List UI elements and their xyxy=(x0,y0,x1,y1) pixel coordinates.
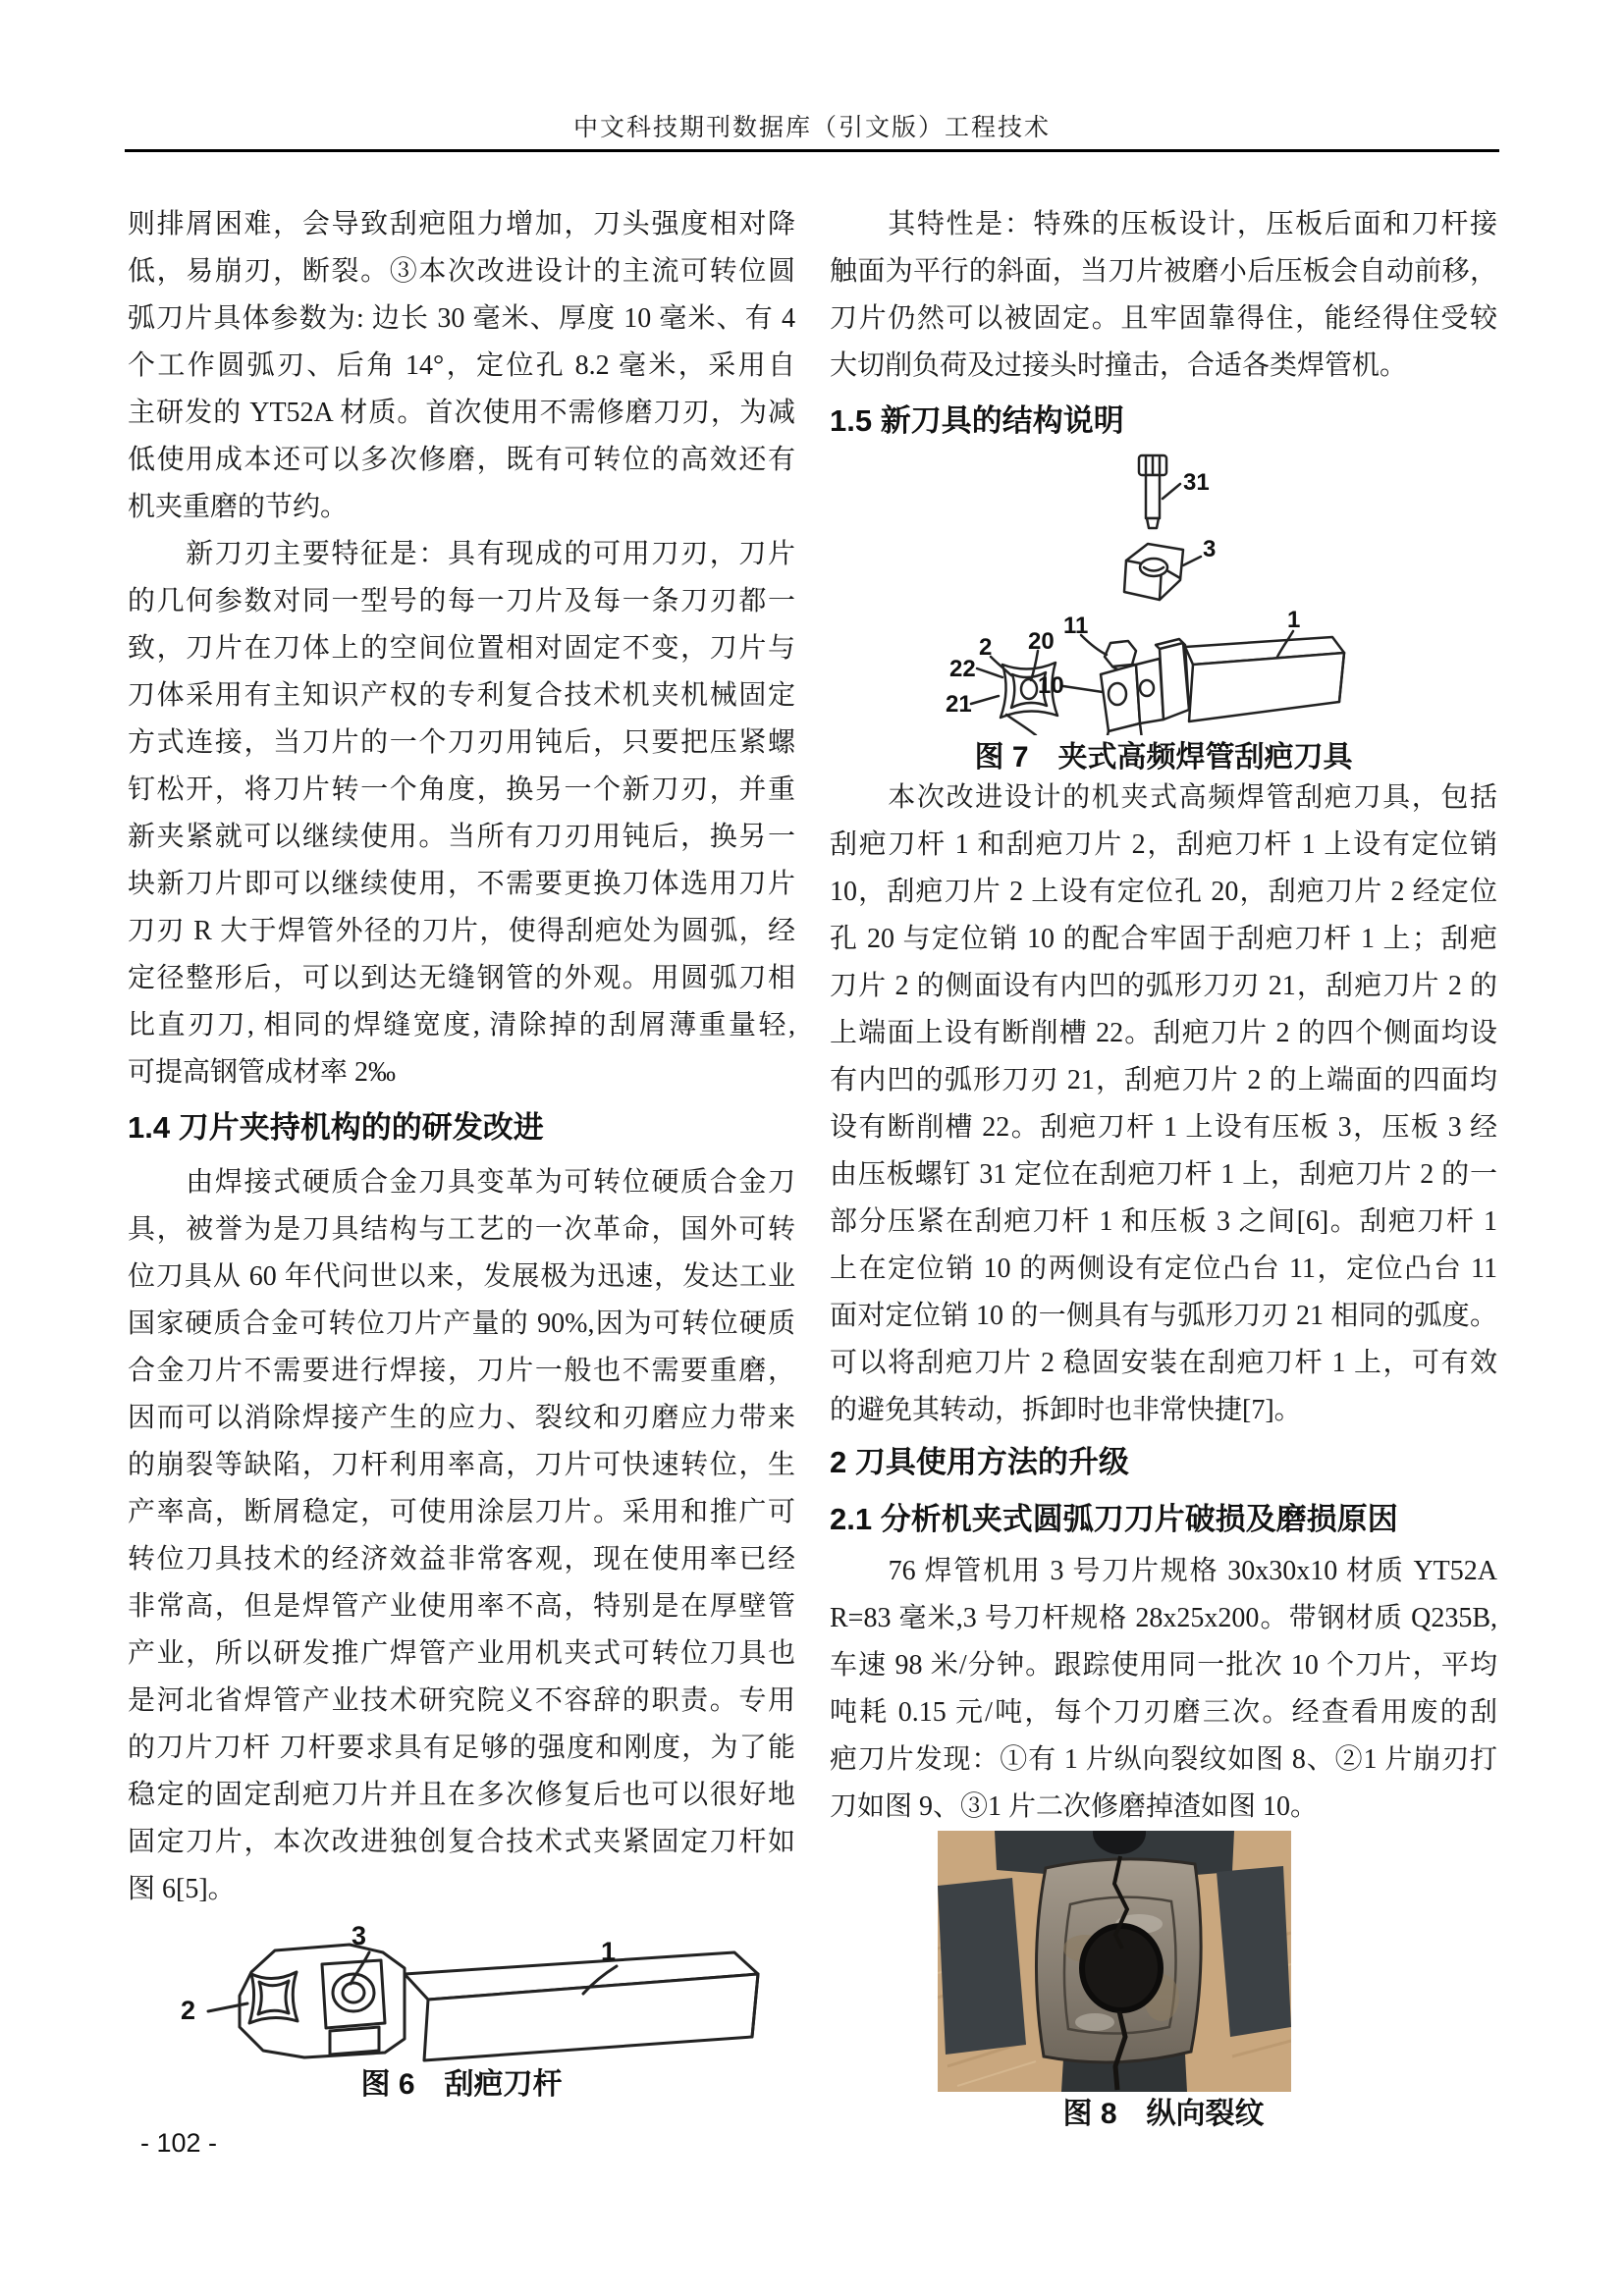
text-line: 钉松开，将刀片转一个角度，换另一个新刀刃，并重 xyxy=(128,774,795,805)
text-line: 转位刀具技术的经济效益非常客观，现在使用率已经 xyxy=(128,1544,795,1575)
text-line: 比直刃刀, 相同的焊缝宽度, 清除掉的刮屑薄重量轻, xyxy=(128,1010,795,1041)
text-line: 面对定位销 10 的一侧具有与弧形刀刃 21 相同的弧度。 xyxy=(830,1301,1497,1331)
text-line: 刀如图 9、③1 片二次修磨掉渣如图 10。 xyxy=(830,1791,1319,1822)
paragraph xyxy=(830,1548,1497,1831)
text-line: 的刀片刀杆 刀杆要求具有足够的强度和刚度，为了能 xyxy=(128,1733,795,1763)
text-line: 国家硬质合金可转位刀片产量的 90%,因为可转位硬质 xyxy=(128,1308,795,1339)
text-line: 刀片 2 的侧面设有内凹的弧形刀刃 21，刮疤刀片 2 的 xyxy=(830,971,1497,1001)
fig8-photo xyxy=(938,1831,1291,2092)
text-line: 的几何参数对同一型号的每一刀片及每一条刀刃都一 xyxy=(128,586,795,616)
text-line: 的崩裂等缺陷，刀杆利用率高，刀片可快速转位，生 xyxy=(128,1450,795,1480)
part-label: 20 xyxy=(1028,628,1055,655)
text-line: 是河北省焊管产业技术研究院义不容辞的职责。专用 xyxy=(128,1685,795,1716)
fig6-caption: 图 6 刮疤刀杆 xyxy=(360,2068,563,2101)
part-label: 22 xyxy=(949,656,976,682)
part-label: 2 xyxy=(181,1996,196,2025)
text-line: 刮疤刀杆 1 和刮疤刀片 2，刮疤刀杆 1 上设有定位销 xyxy=(830,829,1497,860)
paragraph xyxy=(128,201,795,531)
text-line: 刀片仍然可以被固定。且牢固靠得住，能经得住受较 xyxy=(830,303,1497,334)
part-label: 10 xyxy=(1038,672,1064,699)
fig6-line-drawing xyxy=(157,1913,785,2062)
text-line: 部分压紧在刮疤刀杆 1 和压板 3 之间[6]。刮疤刀杆 1 xyxy=(830,1206,1497,1237)
text-line: 大切削负荷及过接头时撞击，合适各类焊管机。 xyxy=(830,350,1408,381)
text-line: 可提高钢管成材率 2‰ xyxy=(128,1057,397,1088)
figure-7 xyxy=(830,453,1497,774)
right-column xyxy=(830,201,1497,2131)
text-line: 低使用成本还可以多次修磨，既有可转位的高效还有 xyxy=(128,445,795,475)
text-line: 的避免其转动，拆卸时也非常快捷[7]。 xyxy=(830,1395,1302,1425)
text-line: 合金刀片不需要进行焊接，刀片一般也不需要重磨， xyxy=(128,1356,795,1386)
part-label: 11 xyxy=(1063,613,1089,639)
text-line: 上在定位销 10 的两侧设有定位凸台 11，定位凸台 11 xyxy=(830,1254,1497,1284)
text-line: 因而可以消除焊接产生的应力、裂纹和刃磨应力带来 xyxy=(128,1403,795,1433)
text-line: 新刀刃主要特征是：具有现成的可用刀刃，刀片 xyxy=(128,539,795,569)
figure-6 xyxy=(128,1913,795,2102)
part-label: 1 xyxy=(601,1937,617,1966)
text-line: 位刀具从 60 年代问世以来，发展极为迅速，发达工业 xyxy=(128,1261,795,1292)
steel-block-left xyxy=(938,1878,1026,2055)
text-line: R=83 毫米,3 号刀杆规格 28x25x200。带钢材质 Q235B, xyxy=(830,1603,1497,1633)
paragraph xyxy=(830,774,1497,1434)
part-label: 2 xyxy=(979,634,993,661)
section-heading-2-1: 2.1 分析机夹式圆弧刀刀片破损及磨损原因 xyxy=(830,1502,1398,1536)
text-line: 76 焊管机用 3 号刀片规格 30x30x10 材质 YT52A xyxy=(830,1556,1497,1586)
text-line: 致，刀片在刀体上的空间位置相对固定不变，刀片与 xyxy=(128,633,795,664)
text-line: 吨耗 0.15 元/吨，每个刀刃磨三次。经查看用废的刮 xyxy=(830,1697,1497,1728)
text-line: 产业，所以研发推广焊管产业用机夹式可转位刀具也 xyxy=(128,1638,795,1669)
text-line: 触面为平行的斜面，当刀片被磨小后压板会自动前移， xyxy=(830,256,1497,287)
insert-hole xyxy=(1082,1926,1161,2010)
text-line: 上端面上设有断削槽 22。刮疤刀片 2 的四个侧面均设 xyxy=(830,1018,1497,1048)
text-line: 10，刮疤刀片 2 上设有定位孔 20，刮疤刀片 2 经定位 xyxy=(830,877,1497,907)
text-line: 可以将刮疤刀片 2 稳固安装在刮疤刀杆 1 上，可有效 xyxy=(830,1348,1497,1378)
text-line: 刀体采用有主知识产权的专利复合技术机夹机械固定 xyxy=(128,680,795,711)
left-column xyxy=(128,201,795,2102)
text-line: 产率高，断屑稳定，可使用涂层刀片。采用和推广可 xyxy=(128,1497,795,1527)
text-line: 低，易崩刃，断裂。③本次改进设计的主流可转位圆 xyxy=(128,256,795,287)
text-line: 则排屑困难，会导致刮疤阻力增加，刀头强度相对降 xyxy=(128,209,795,240)
fig7-caption: 图 7 夹式高频焊管刮疤刀具 xyxy=(974,741,1353,774)
text-line: 具，被誉为是刀具结构与工艺的一次革命，国外可转 xyxy=(128,1214,795,1245)
paragraph xyxy=(128,1159,795,1913)
part-label: 21 xyxy=(946,691,972,718)
text-line: 刀刃 R 大于焊管外径的刀片，使得刮疤处为圆弧，经 xyxy=(128,916,795,946)
header-rule xyxy=(125,149,1499,152)
text-line: 图 6[5]。 xyxy=(128,1874,236,1904)
text-line: 稳定的固定刮疤刀片并且在多次修复后也可以很好地 xyxy=(128,1780,795,1810)
section-heading-1-4: 1.4 刀片夹持机构的的研发改进 xyxy=(128,1110,544,1145)
text-line: 定径整形后，可以到达无缝钢管的外观。用圆弧刀相 xyxy=(128,963,795,993)
part-label: 31 xyxy=(1183,469,1210,496)
text-line: 由压板螺钉 31 定位在刮疤刀杆 1 上，刮疤刀片 2 的一 xyxy=(830,1159,1497,1190)
section-heading-2: 2 刀具使用方法的升级 xyxy=(830,1445,1129,1479)
text-line: 方式连接，当刀片的一个刀刃用钝后，只要把压紧螺 xyxy=(128,727,795,758)
journal-header-title: 中文科技期刊数据库（引文版）工程技术 xyxy=(572,115,1051,141)
text-line: 疤刀片发现：①有 1 片纵向裂纹如图 8、②1 片崩刃打 xyxy=(830,1744,1497,1775)
text-line: 新夹紧就可以继续使用。当所有刀刃用钝后，换另一 xyxy=(128,822,795,852)
text-line: 设有断削槽 22。刮疤刀杆 1 上设有压板 3，压板 3 经 xyxy=(830,1112,1497,1143)
text-line: 主研发的 YT52A 材质。首次使用不需修磨刀刃，为减 xyxy=(128,398,795,428)
text-line: 弧刀片具体参数为: 边长 30 毫米、厚度 10 毫米、有 4 xyxy=(128,303,795,334)
text-line: 个工作圆弧刃、后角 14°，定位孔 8.2 毫米，采用自 xyxy=(128,350,795,381)
text-line: 固定刀片，本次改进独创复合技术式夹紧固定刀杆如 xyxy=(128,1827,795,1857)
paragraph xyxy=(830,201,1497,390)
part-label: 3 xyxy=(352,1921,367,1950)
fig8-caption: 图 8 纵向裂纹 xyxy=(1062,2098,1265,2130)
figure-8 xyxy=(830,1831,1497,2131)
text-line: 块新刀片即可以继续使用，不需要更换刀体选用刀片 xyxy=(128,869,795,899)
text-line: 车速 98 米/分钟。跟踪使用同一批次 10 个刀片，平均 xyxy=(830,1650,1497,1681)
section-heading-1-5: 1.5 新刀具的结构说明 xyxy=(830,403,1124,438)
text-line: 孔 20 与定位销 10 的配合牢固于刮疤刀杆 1 上；刮疤 xyxy=(830,924,1497,954)
text-line: 机夹重磨的节约。 xyxy=(128,492,349,522)
fig7-exploded-drawing xyxy=(889,453,1438,735)
part-label: 1 xyxy=(1287,607,1301,633)
text-line: 其特性是：特殊的压板设计，压板后面和刀杆接 xyxy=(830,209,1497,240)
paragraph xyxy=(128,531,795,1096)
text-line: 由焊接式硬质合金刀具变革为可转位硬质合金刀 xyxy=(128,1167,795,1198)
text-line: 非常高，但是焊管产业使用率不高，特别是在厚壁管 xyxy=(128,1591,795,1622)
text-line: 有内凹的弧形刀刃 21，刮疤刀片 2 的上端面的四面均 xyxy=(830,1065,1497,1095)
text-line: 本次改进设计的机夹式高频焊管刮疤刀具，包括 xyxy=(830,782,1497,813)
page-number: - 102 - xyxy=(140,2128,218,2158)
part-label: 3 xyxy=(1203,536,1217,562)
